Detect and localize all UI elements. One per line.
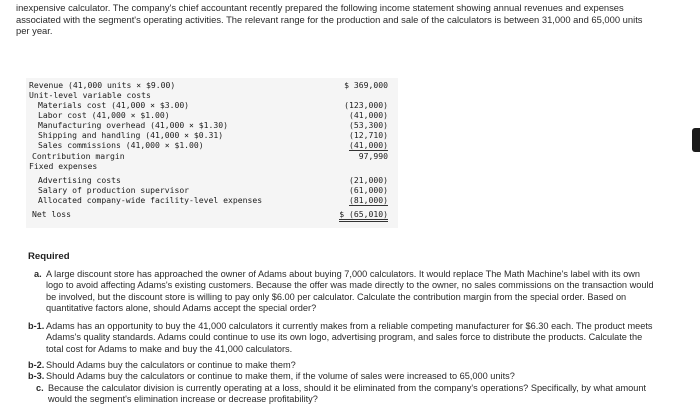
row-amount: (81,000) [349, 195, 388, 205]
statement-row-fixed-expenses-header [26, 161, 398, 171]
requirement-tag: a. [34, 269, 42, 279]
statement-row-supervisor-salary [26, 185, 398, 195]
row-amount: (41,000) [349, 140, 388, 150]
row-label: Manufacturing overhead (41,000 × $1.30) [38, 120, 229, 130]
statement-row-labor [26, 110, 398, 120]
row-label: Shipping and handling (41,000 × $0.31) [38, 130, 224, 140]
statement-row-variable-costs-header [26, 90, 398, 100]
row-amount: (61,000) [349, 185, 388, 195]
row-label: Salary of production supervisor [38, 185, 190, 195]
statement-row-overhead [26, 120, 398, 130]
row-label: Sales commissions (41,000 × $1.00) [38, 140, 204, 150]
statement-row-shipping [26, 130, 398, 140]
row-amount: (12,710) [349, 130, 388, 140]
row-label: Contribution margin [32, 151, 125, 161]
requirement-a [34, 269, 654, 315]
statement-row-contribution-margin [26, 151, 398, 161]
statement-row-net-loss [26, 209, 398, 219]
row-amount: $ 369,000 [344, 80, 388, 90]
row-amount: (21,000) [349, 175, 388, 185]
requirement-text: Should Adams buy the calculators or continue to make them? [46, 360, 296, 370]
required-heading: Required [28, 251, 70, 262]
requirement-text: A large discount store has approached the owner of Adams about buying 7,000 calculators. It would replace The Math Machine's label with its own logo to avoid affecting Adams's existing customers. Because the offer was made directly to the owner, no sales commissions on the transaction would be involved, but the discount store is willing to pay only $6.00 per calculator. Calculate the contribution margin from the special order. Based on quantitative factors alone, should Adams accept the special order? [46, 269, 654, 313]
statement-row-commissions [26, 140, 398, 150]
row-amount: $ (65,010) [339, 209, 388, 222]
row-amount: (123,000) [344, 100, 388, 110]
income-statement-table [26, 78, 398, 228]
requirement-tag: b-3. [28, 371, 45, 381]
row-label: Unit-level variable costs [29, 90, 151, 100]
row-label: Labor cost (41,000 × $1.00) [38, 110, 170, 120]
row-label: Fixed expenses [29, 161, 98, 171]
row-amount: 97,990 [358, 151, 388, 161]
row-label: Advertising costs [38, 175, 121, 185]
statement-row-materials [26, 100, 398, 110]
requirement-text: Adams has an opportunity to buy the 41,000 calculators it currently makes from a reliable competing manufacturer for $6.30 each. The product meets Adams's quality standards. Adams could continue to use its own logo, advertising program, and sales force to distribute the products. Calculate the total cost for Adams to make and buy the 41,000 calculators. [46, 321, 653, 354]
row-amount: (41,000) [349, 110, 388, 120]
requirement-tag: b-2. [28, 360, 45, 370]
side-panel-tab[interactable] [692, 128, 700, 152]
requirement-c [36, 383, 654, 407]
intro-paragraph: inexpensive calculator. The company's chief accountant recently prepared the following income statement showing annual revenues and expenses associated with the segment's operating activities. The relevant range for the production and sale of the calculators is between 31,000 and 65,000 units per year. [16, 2, 643, 37]
statement-row-allocated-expenses [26, 195, 398, 205]
row-label: Materials cost (41,000 × $3.00) [38, 100, 190, 110]
statement-row-advertising [26, 175, 398, 185]
requirement-tag: c. [36, 383, 44, 393]
row-label: Allocated company-wide facility-level expenses [38, 195, 263, 205]
row-amount: (53,300) [349, 120, 388, 130]
statement-row-revenue [26, 80, 398, 90]
requirement-b1 [28, 321, 654, 357]
requirement-text: Because the calculator division is currently operating at a loss, should it be eliminated from the company's operations? Specifically, by what amount would the segment's elimination increase or decrease profitability? [48, 383, 647, 405]
row-label: Net loss [32, 209, 71, 219]
requirement-text: Should Adams buy the calculators or continue to make them, if the volume of sales were increased to 65,000 units? [46, 371, 515, 381]
requirement-tag: b-1. [28, 321, 45, 331]
row-label: Revenue (41,000 units × $9.00) [29, 80, 176, 90]
requirement-b3 [28, 371, 654, 383]
